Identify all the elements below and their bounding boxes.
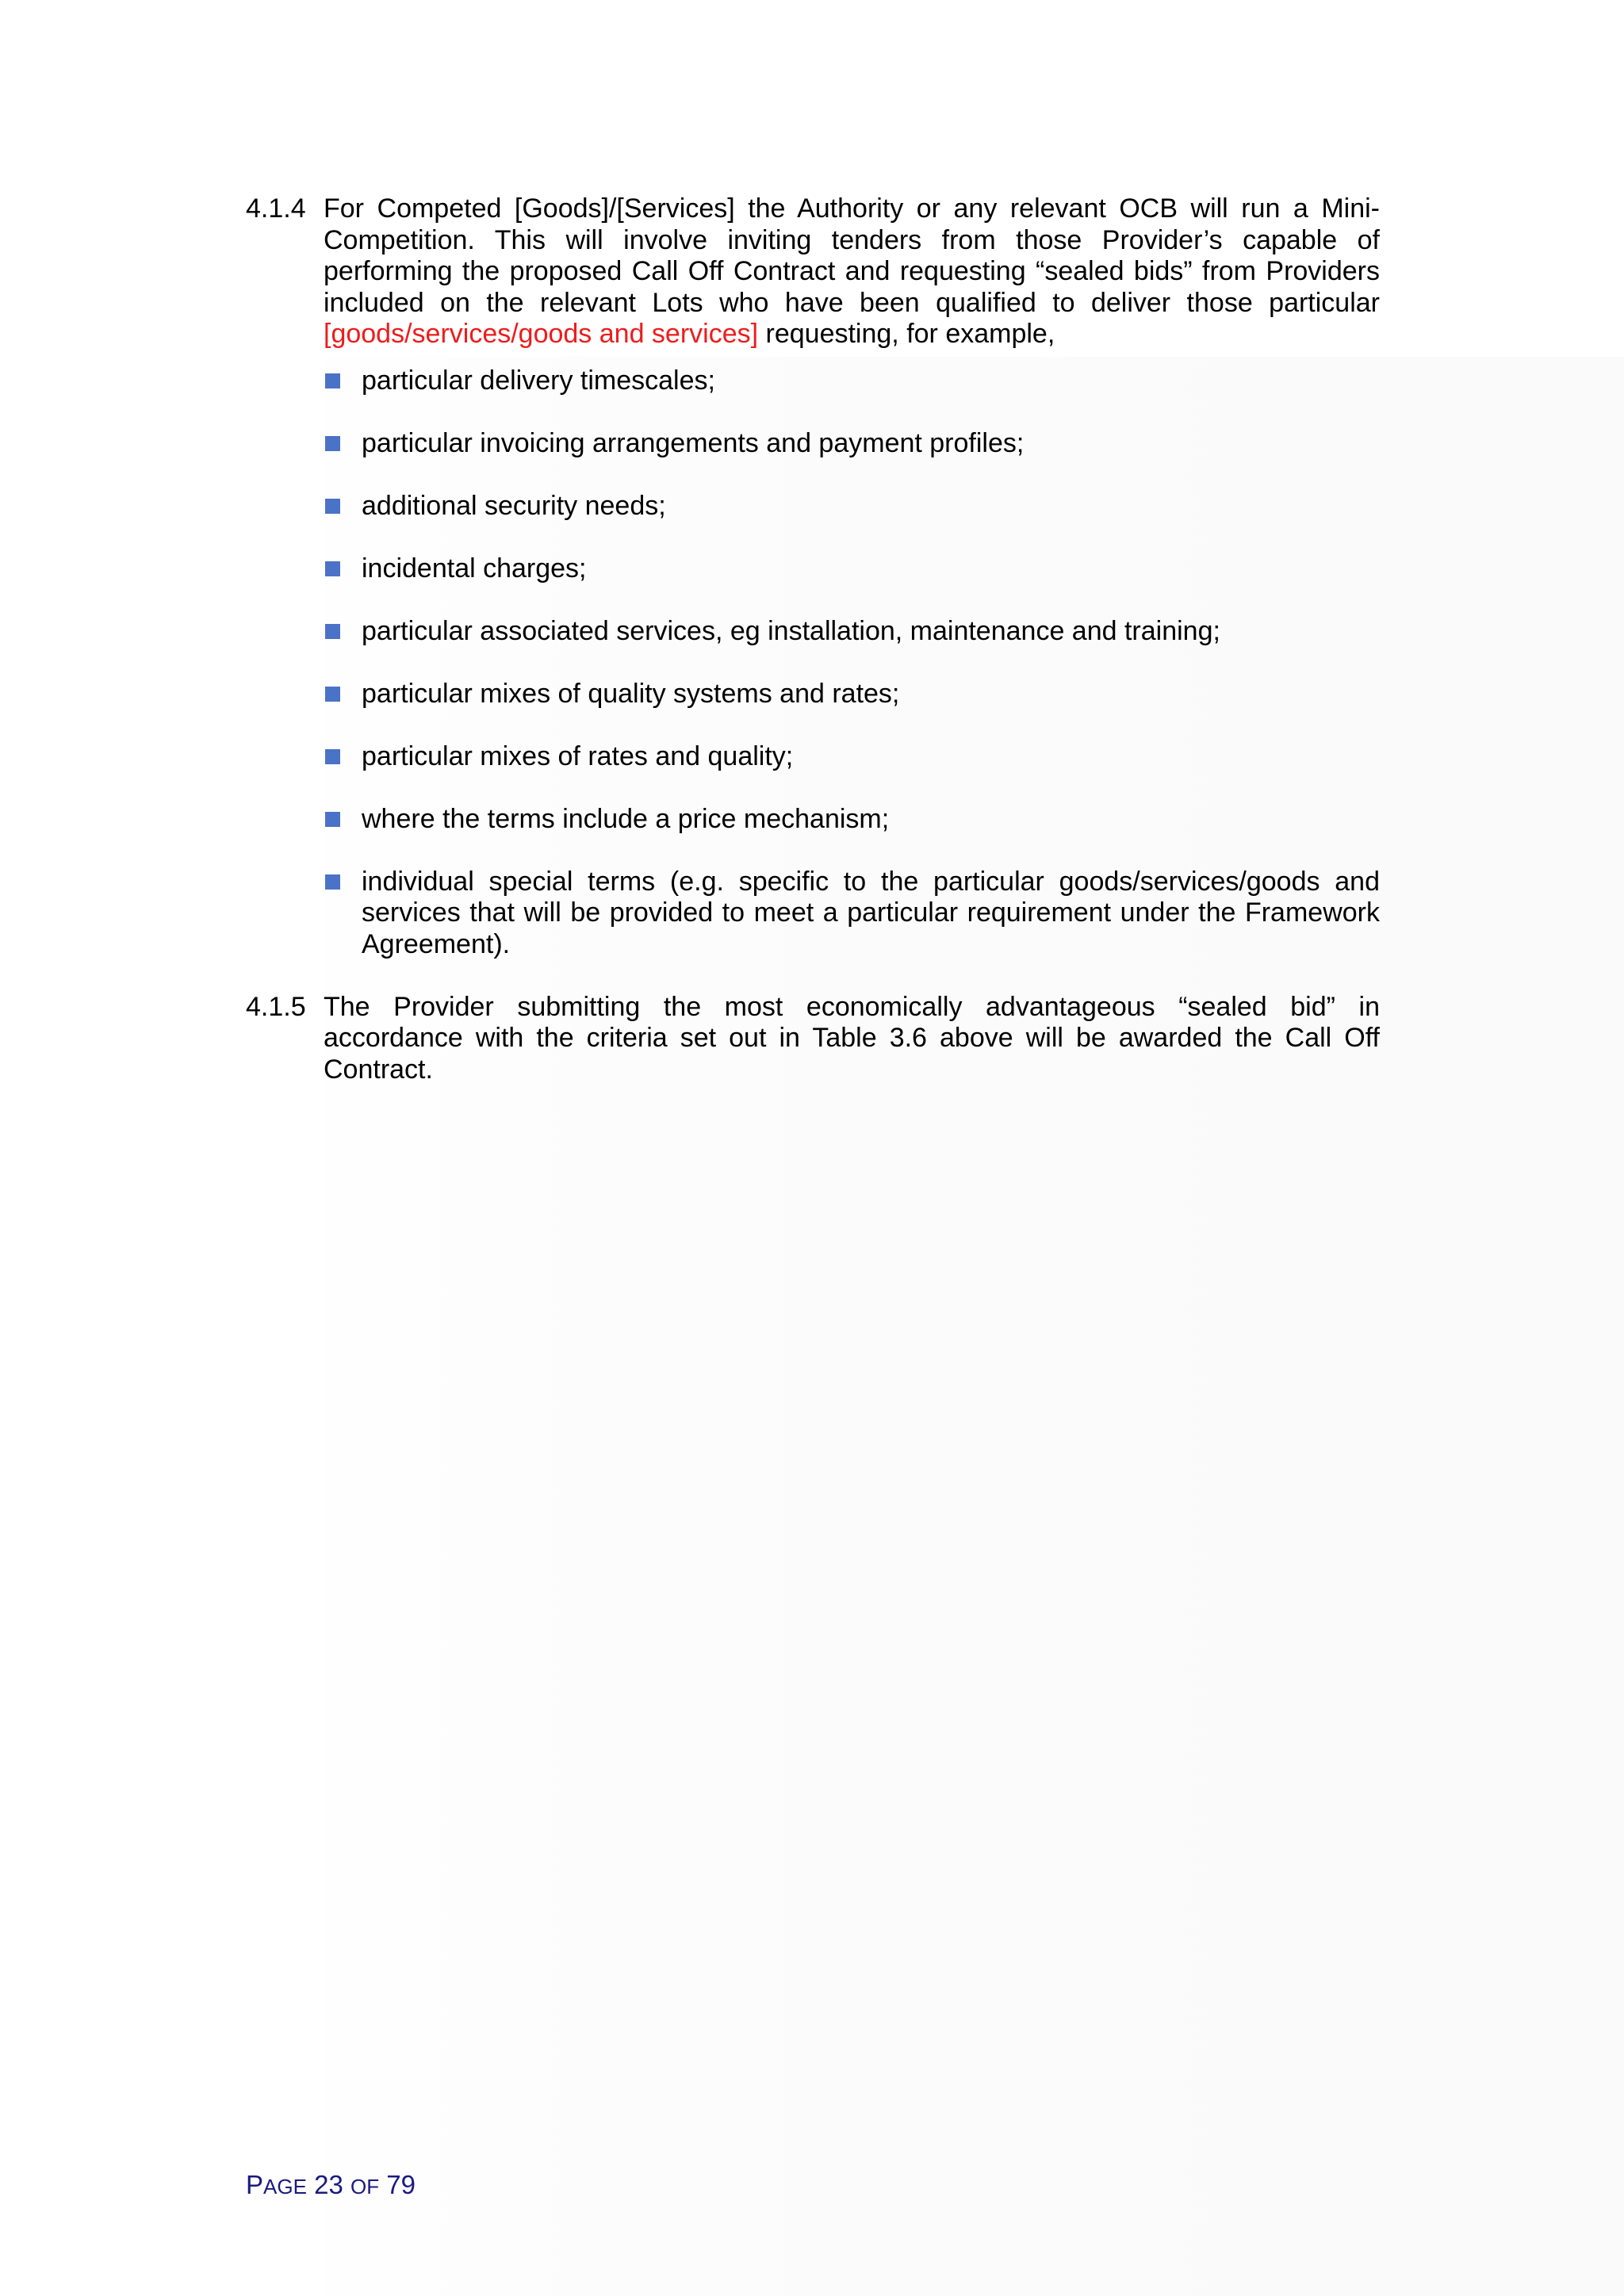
clause-text: The Provider submitting the most economically advantageous “sealed bid” in accordance with the criteria set out in Table 3.6 above will be awarded the Call Off Contract. (324, 991, 1380, 1085)
list-item-text: particular mixes of quality systems and rates; (362, 678, 900, 709)
clause-4-1-4 (246, 193, 1380, 350)
page-footer (246, 2170, 416, 2200)
clause-number: 4.1.4 (246, 193, 306, 224)
list-item-text: particular mixes of rates and quality; (362, 740, 794, 771)
list-item (324, 365, 1380, 397)
list-item-text: individual special terms (e.g. specific to the particular goods/services/goods and services that will be provided to meet a particular requirement under the Framework Agreement). (362, 866, 1380, 959)
placeholder-highlight: [goods/services/goods and services] (324, 319, 759, 349)
footer-of-label: OF (350, 2175, 380, 2198)
square-bullet-icon (325, 812, 340, 827)
footer-page-label-rest: AGE (263, 2175, 307, 2198)
document-body (246, 193, 1380, 1085)
clause-text-start: For Competed [Goods]/[Services] the Authority or any relevant OCB will run a Mini-Competition. This will involve inviting tenders from those Provider’s capable of performing the proposed Call Off Contract and requesting “sealed bids” from Providers included on the relevant Lots who have been qualified to deliver those particular (324, 193, 1380, 318)
square-bullet-icon (325, 874, 340, 890)
square-bullet-icon (325, 749, 340, 764)
footer-page-label-initial: P (246, 2170, 264, 2199)
list-item-text: particular associated services, eg installation, maintenance and training; (362, 615, 1220, 646)
list-item (324, 428, 1380, 460)
square-bullet-icon (325, 373, 340, 388)
list-item (324, 553, 1380, 585)
clause-text-end: requesting, for example, (765, 319, 1055, 349)
list-item-text: incidental charges; (362, 553, 587, 584)
list-item-text: particular invoicing arrangements and payment profiles; (362, 427, 1025, 458)
list-item (324, 679, 1380, 710)
list-item (324, 867, 1380, 961)
clause-4-1-5 (246, 992, 1380, 1086)
list-item (324, 616, 1380, 648)
list-item (324, 804, 1380, 836)
list-item (324, 491, 1380, 522)
square-bullet-icon (325, 687, 340, 702)
list-item-text: where the terms include a price mechanism; (362, 803, 890, 834)
footer-total-pages: 79 (386, 2170, 416, 2199)
clause-text (324, 193, 1380, 350)
square-bullet-icon (325, 561, 340, 576)
square-bullet-icon (325, 436, 340, 451)
clause-number: 4.1.5 (246, 991, 306, 1022)
square-bullet-icon (325, 499, 340, 514)
footer-current-page: 23 (314, 2170, 343, 2199)
example-list (246, 365, 1380, 961)
square-bullet-icon (325, 624, 340, 639)
list-item-text: additional security needs; (362, 490, 666, 521)
list-item-text: particular delivery timescales; (362, 365, 715, 396)
list-item (324, 741, 1380, 773)
